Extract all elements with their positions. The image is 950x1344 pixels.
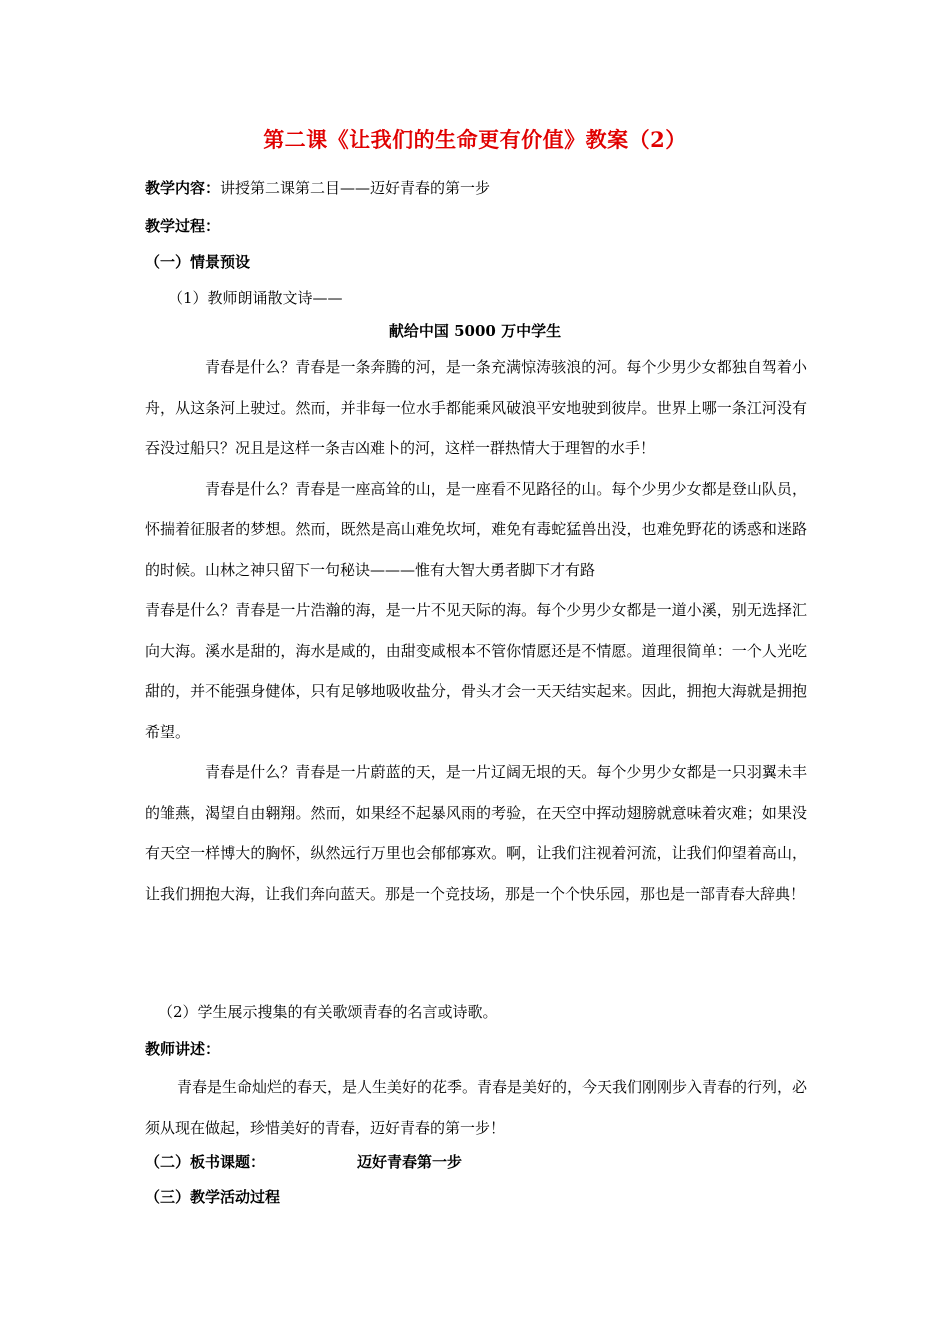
section-1-heading: （一）情景预设 (145, 253, 251, 271)
document-title: 第二课《让我们的生命更有价值》教案（2） (263, 127, 687, 152)
poem-paragraph-2: 青春是什么？青春是一座高耸的山，是一座看不见路径的山。每个少男少女都是登山队员，怀揣着征服者的梦想。然而，既然是高山难免坎坷，难免有毒蛇猛兽出没，也难免野花的诱惑和迷路的时候。山林之神只留下一句秘诀———惟有大智大勇者脚下才有路 (145, 479, 807, 579)
poem-paragraph-3: 青春是什么？青春是一片浩瀚的海，是一片不见天际的海。每个少男少女都是一道小溪，别无选择汇向大海。溪水是甜的，海水是咸的，由甜变咸根本不管你情愿还是不情愿。道理很简单：一个人光吃甜的，并不能强身健体，只有足够地吸收盐分，骨头才会一天天结实起来。因此，拥抱大海就是拥抱希望。 (145, 601, 807, 741)
section-2-label: （二）板书课题： (145, 1153, 266, 1171)
teacher-text-block (145, 1067, 807, 1148)
content-line (145, 177, 490, 198)
poem-paragraph-4: 青春是什么？青春是一片蔚蓝的天，是一片辽阔无垠的天。每个少男少女都是一只羽翼未丰的雏燕，渴望自由翱翔。然而，如果经不起暴风雨的考验，在天空中挥动翅膀就意味着灾难；如果没有天空一样博大的胸怀，纵然远行万里也会郁郁寡欢。啊，让我们注视着河流，让我们仰望着高山，让我们拥抱大海，让我们奔向蓝天。那是一个竞技场，那是一个个快乐园，那也是一部青春大辞典！ (145, 763, 807, 903)
poem-title: 献给中国 5000 万中学生 (388, 322, 562, 340)
poem-body (145, 347, 807, 914)
teacher-label: 教师讲述： (145, 1040, 221, 1058)
item-1: （1）教师朗诵散文诗—— (168, 289, 343, 307)
teacher-text: 青春是生命灿烂的春天，是人生美好的花季。青春是美好的，今天我们刚刚步入青春的行列，必须从现在做起，珍惜美好的青春，迈好青春的第一步！ (145, 1078, 808, 1137)
section-2-heading (145, 1151, 462, 1172)
content-label: 教学内容： (145, 179, 221, 197)
poem-paragraph-1: 青春是什么？青春是一条奔腾的河，是一条充满惊涛骇浪的河。每个少男少女都独自驾着小舟，从这条河上驶过。然而，并非每一位水手都能乘风破浪平安地驶到彼岸。世界上哪一条江河没有吞没过船只？况且是这样一条吉凶难卜的河，这样一群热情大于理智的水手！ (145, 358, 807, 457)
item-2: （2）学生展示搜集的有关歌颂青春的名言或诗歌。 (158, 1003, 498, 1021)
section-2-text: 迈好青春第一步 (357, 1153, 463, 1171)
section-3-heading: （三）教学活动过程 (145, 1188, 281, 1206)
process-label: 教学过程： (145, 217, 221, 235)
content-text: 讲授第二课第二目——迈好青春的第一步 (220, 179, 491, 197)
